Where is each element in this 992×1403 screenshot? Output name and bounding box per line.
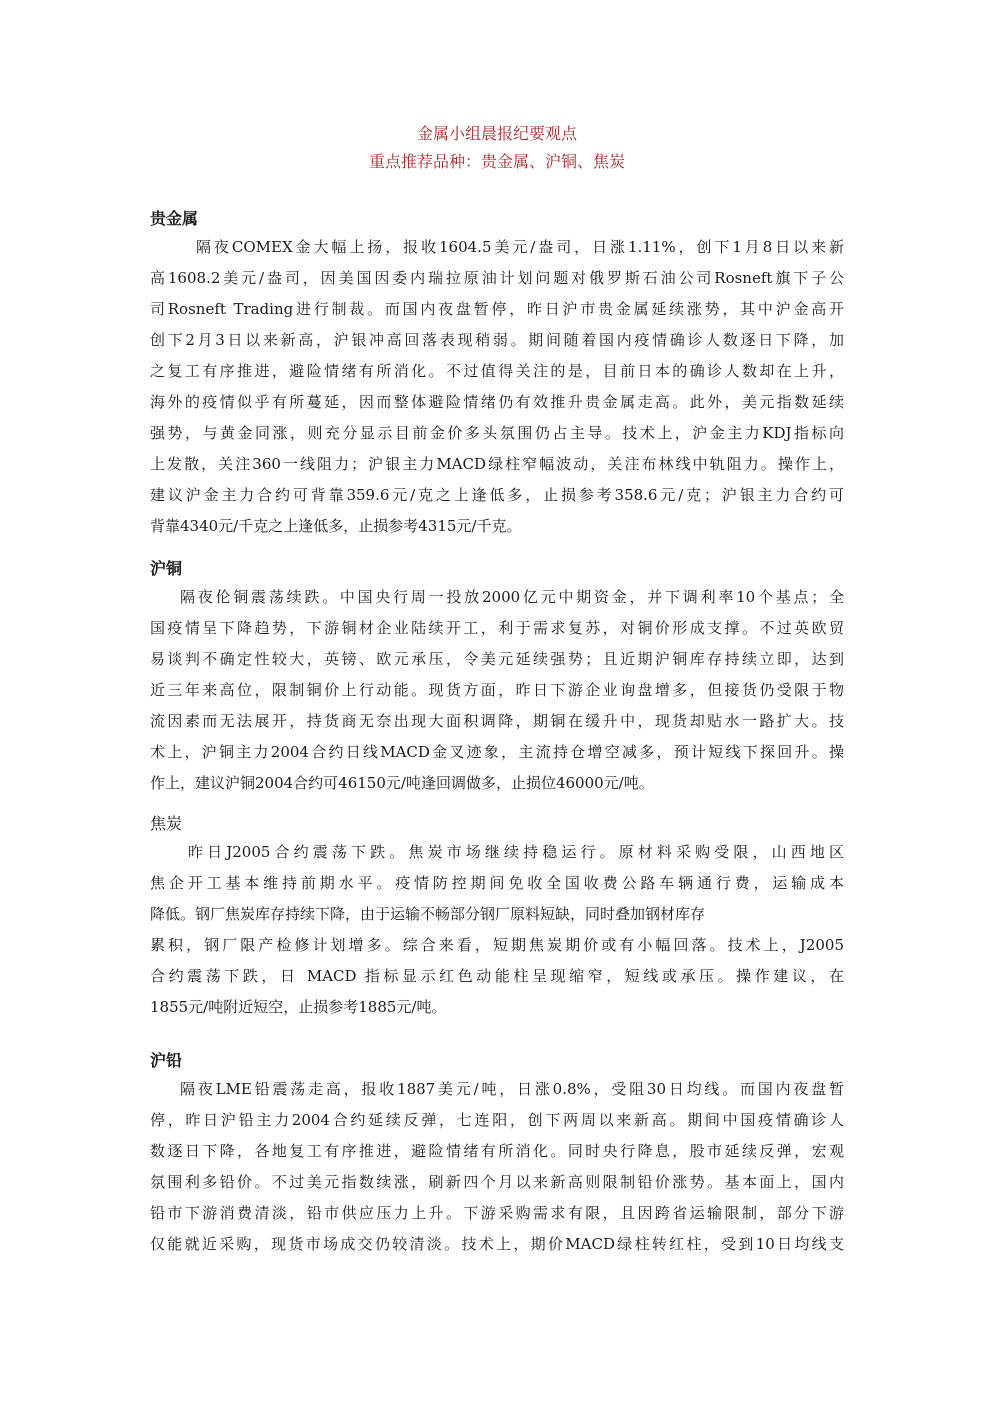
paragraph-line: 隔夜LME铅震荡走高，报收1887美元/吨，日涨0.8%，受阻30日均线。而国内夜盘暂 [180,1080,844,1098]
paragraph-line: 之复工有序推进，避险情绪有所消化。不过值得关注的是，目前日本的确诊人数却在上升， [150,362,844,380]
section-paragraph [150,1074,844,1260]
paragraph-line: 创下2月3日以来新高，沪银冲高回落表现稍弱。期间随着国内疫情确诊人数逐日下降，加 [150,331,844,349]
paragraph-line: 建议沪金主力合约可背靠359.6元/克之上逢低多，止损参考358.6元/克；沪银主力合约可 [150,486,844,504]
paragraph-line: 昨日J2005合约震荡下跌。焦炭市场继续持稳运行。原材料采购受限，山西地区 [188,843,844,861]
paragraph-line: 隔夜COMEX金大幅上扬，报收1604.5美元/盎司，日涨1.11%，创下1月8日以来新 [196,238,844,256]
document-title: 金属小组晨报纪要观点 [416,124,577,143]
paragraph-line: 术上，沪铜主力2004合约日线MACD金叉迹象，主流持仓增空减多，预计短线下探回升。操 [150,743,844,761]
paragraph-line: 铅市下游消费清淡，铅市供应压力上升。下游采购需求有限，且因跨省运输限制，部分下游 [150,1204,844,1222]
paragraph-line: 强势，与黄金同涨，则充分显示目前金价多头氛围仍占主导。技术上，沪金主力KDJ指标向 [150,424,844,442]
section-title: 贵金属 [150,209,199,228]
section-title: 焦炭 [150,814,183,833]
paragraph-line: 国疫情呈下降趋势，下游铜材企业陆续开工，利于需求复苏，对铜价形成支撑。不过英欧贸 [150,619,844,637]
section-title: 沪铜 [150,559,183,578]
document-subtitle: 重点推荐品种：贵金属、沪铜、焦炭 [368,152,625,171]
paragraph-line: 背靠4340元/千克之上逢低多，止损参考4315元/千克。 [150,517,522,535]
paragraph-line: 司Rosneft Trading进行制裁。而国内夜盘暂停，昨日沪市贵金属延续涨势，其中沪金高开 [150,300,844,318]
section-precious-metals [150,208,844,542]
paragraph-line: 海外的疫情似乎有所蔓延，因而整体避险情绪仍有效推升贵金属走高。此外，美元指数延续 [150,393,844,411]
paragraph-line: 数逐日下降，各地复工有序推进，避险情绪有所消化。同时央行降息，股市延续反弹，宏观 [150,1142,844,1160]
paragraph-line: 作上，建议沪铜2004合约可46150元/吨逢回调做多，止损位46000元/吨。 [150,774,654,792]
paragraph-line: 氛围利多铅价。不过美元指数续涨，刷新四个月以来新高则限制铅价涨势。基本面上，国内 [150,1173,844,1191]
section-coke [150,813,844,1023]
paragraph-line: 1855元/吨附近短空，止损参考1885元/吨。 [150,998,447,1016]
paragraph-line: 累积，钢厂限产检修计划增多。综合来看，短期焦炭期价或有小幅回落。技术上，J2005 [150,936,844,954]
paragraph-line: 近三年来高位，限制铜价上行动能。现货方面，昨日下游企业询盘增多，但接货仍受限于物 [150,681,844,699]
paragraph-line: 焦企开工基本维持前期水平。疫情防控期间免收全国收费公路车辆通行费，运输成本 [150,874,844,892]
paragraph-line: 合约震荡下跌，日 MACD 指标显示红色动能柱呈现缩窄，短线或承压。操作建议，在 [150,967,844,985]
section-paragraph [150,232,844,542]
paragraph-line: 隔夜伦铜震荡续跌。中国央行周一投放2000亿元中期资金，并下调利率10个基点；全 [180,588,844,606]
section-title: 沪铅 [150,1051,183,1070]
paragraph-line: 高1608.2美元/盎司，因美国因委内瑞拉原油计划问题对俄罗斯石油公司Rosneft旗下子公 [150,269,844,287]
section-paragraph [150,837,844,1023]
section-copper [150,558,844,799]
paragraph-line: 停，昨日沪铅主力2004合约延续反弹，七连阳，创下两周以来新高。期间中国疫情确诊人 [150,1111,844,1129]
section-paragraph [150,582,844,799]
paragraph-line: 上发散，关注360一线阻力；沪银主力MACD绿柱窄幅波动，关注布林线中轨阻力。操作上， [150,455,844,473]
paragraph-line: 易谈判不确定性较大，英镑、欧元承压，令美元延续强势；且近期沪铜库存持续立即，达到 [150,650,844,668]
paragraph-line: 流因素而无法展开，持货商无奈出现大面积调降，期铜在缓升中，现货却贴水一路扩大。技 [150,712,844,730]
paragraph-line: 仅能就近采购，现货市场成交仍较清淡。技术上，期价MACD绿柱转红柱，受到10日均线支 [150,1235,844,1253]
section-lead [150,1050,844,1260]
paragraph-line: 降低。钢厂焦炭库存持续下降，由于运输不畅部分钢厂原料短缺，同时叠加钢材库存 [150,905,706,923]
